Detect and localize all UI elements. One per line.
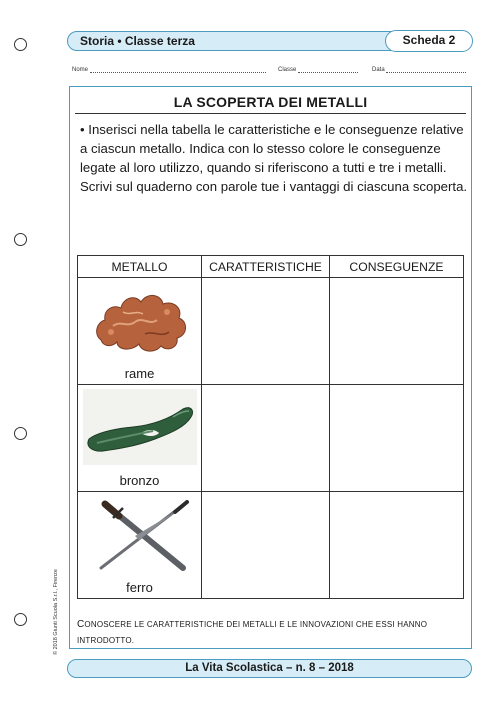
copyright-notice: © 2018 Giunti Scuola S.r.l., Firenze (53, 569, 59, 655)
conseguenze-cell-rame[interactable] (330, 278, 464, 385)
metal-name-rame: rame (124, 366, 155, 381)
table-row (78, 278, 464, 385)
table-header-row (78, 256, 464, 278)
date-field[interactable] (386, 67, 466, 73)
binder-hole-2 (14, 233, 27, 246)
binder-hole-4 (14, 613, 27, 626)
footer-text: La Vita Scolastica – n. 8 – 2018 (185, 662, 354, 674)
class-label: Classe (278, 67, 297, 73)
metal-cell-rame (78, 278, 202, 385)
binder-hole-3 (14, 427, 27, 440)
copper-nugget-icon (83, 282, 197, 358)
table-row (78, 385, 464, 492)
name-label: Nome (72, 67, 89, 73)
column-header-metallo: METALLO (78, 256, 202, 278)
page-title: LA SCOPERTA DEI METALLI (173, 94, 368, 110)
worksheet-frame (69, 86, 472, 649)
binder-hole-1 (14, 38, 27, 51)
column-header-conseguenze: CONSEGUENZE (330, 256, 464, 278)
name-field[interactable] (90, 67, 266, 73)
footer-bar (67, 659, 472, 678)
iron-weapons-icon (83, 496, 197, 572)
caratteristiche-cell-rame[interactable] (202, 278, 330, 385)
date-label: Data (372, 67, 385, 73)
class-field[interactable] (298, 67, 358, 73)
conseguenze-cell-ferro[interactable] (330, 492, 464, 599)
title-divider (75, 113, 466, 114)
metal-name-ferro: ferro (126, 580, 153, 595)
subject-label: Storia • Classe terza (80, 34, 195, 48)
metal-name-bronzo: bronzo (119, 473, 160, 488)
header-bar (67, 31, 472, 51)
caratteristiche-cell-ferro[interactable] (202, 492, 330, 599)
metal-cell-ferro (78, 492, 202, 599)
learning-goal-text: ONOSCERE LE CARATTERISTICHE DEI METALLI E LE INNOVAZIONI CHE ESSI HANNO INTRODOTTO. (77, 620, 428, 645)
caratteristiche-cell-bronzo[interactable] (202, 385, 330, 492)
instructions-text: • Inserisci nella tabella le caratteristiche e le conseguenze relative a ciascun metallo. Indica con lo stesso colore le conseguenze legate al loro utilizzo, quando si riferiscono a tutti e tre i metalli. Scrivi sul quaderno con parole tue i vantaggi di ciascuna scoperta. (80, 122, 468, 194)
sheet-number: Scheda 2 (385, 30, 473, 52)
conseguenze-cell-bronzo[interactable] (330, 385, 464, 492)
bronze-axe-icon (83, 389, 197, 465)
metals-table (77, 255, 464, 599)
learning-goal-initial: C (77, 619, 85, 630)
metal-cell-bronzo (78, 385, 202, 492)
column-header-caratteristiche: CARATTERISTICHE (202, 256, 330, 278)
learning-goal (77, 617, 465, 649)
table-row (78, 492, 464, 599)
